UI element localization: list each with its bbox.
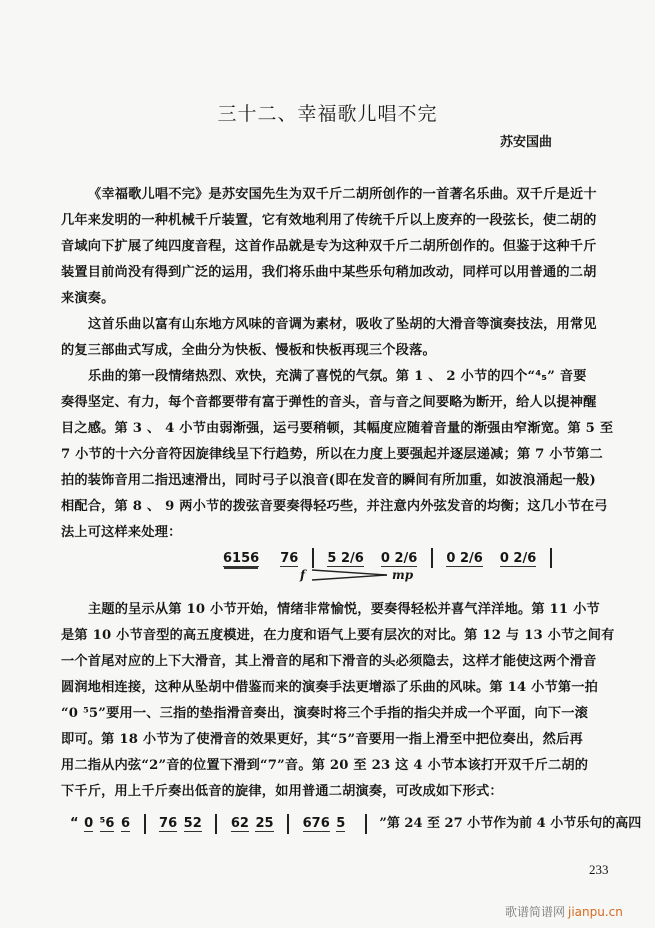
- text-line: 《幸福歌儿唱不完》是苏安国先生为双千斤二胡所创作的一首著名乐曲。双千斤是近十: [88, 187, 597, 202]
- text-line: 相配合，第 8 、 9 两小节的拨弦音要奏得轻巧些，并注意内外弦发音的均衡；这几小节在弓: [61, 499, 608, 514]
- score-note: 0 2/6: [446, 550, 483, 566]
- text-line: 装置目前尚没有得到广泛的运用，我们将乐曲中某些乐句稍加改动，同样可以用普通的二胡: [61, 265, 597, 280]
- composer-credit: 苏安国曲: [500, 135, 553, 150]
- watermark-site: 歌谱简谱网: [505, 905, 566, 919]
- text-line: 这首乐曲以富有山东地方风味的音调为素材，吸收了坠胡的大滑音等演奏技法，用常见: [88, 317, 597, 332]
- text-line: 是第 10 小节音型的高五度模进，在力度和语气上要有层次的对比。第 12 与 13 小节之间有: [61, 628, 615, 643]
- text-line: 几年来发明的一种机械千斤装置，它有效地利用了传统千斤以上废弃的一段弦长，使二胡的: [61, 213, 597, 228]
- watermark-url: jianpu.cn: [568, 905, 623, 919]
- text-line: 下千斤，用上千斤奏出低音的旋律，如用普通二胡演奏，可改成如下形式：: [61, 784, 503, 799]
- text-line: 奏得坚定、有力，每个音都要带有富于弹性的音头，音与音之间要略为断开，给人以提神醒: [61, 395, 597, 410]
- dynamic-mezzo-piano: mp: [392, 568, 414, 582]
- text-line: 一个首尾对应的上下大滑音，其上滑音的尾和下滑音的头必须隐去，这样才能使这两个滑音: [61, 654, 597, 669]
- page-title: 三十二、幸福歌儿唱不完: [217, 103, 438, 125]
- barline: [312, 548, 314, 568]
- text-line: 目之感。第 3 、 4 小节由弱渐强，运弓要稍顿，其幅度应随着音量的渐强由窄渐宽。第 5 至: [61, 421, 614, 436]
- barline: [550, 548, 552, 568]
- page-number: 233: [589, 862, 609, 877]
- text-line: 来演奏。: [61, 291, 115, 306]
- score-note: 5 2/6: [327, 550, 364, 566]
- score-note: ⁵6: [99, 816, 115, 831]
- dynamic-forte: f: [300, 568, 306, 582]
- score-note: 5: [336, 816, 346, 831]
- quote-open: “: [70, 816, 79, 831]
- score-note: 62: [230, 816, 249, 831]
- barline: [287, 814, 289, 834]
- score-note: 0 2/6: [380, 550, 418, 566]
- text-line: 的复三部曲式写成，全曲分为快板、慢板和快板再现三个段落。: [61, 343, 436, 358]
- barline: [365, 814, 367, 834]
- text-line: 主题的呈示从第 10 小节开始，情绪非常愉悦，要奏得轻松并喜气洋洋地。第 11 小节: [88, 602, 600, 617]
- barline: [144, 814, 146, 834]
- text-line: [88, 368, 587, 386]
- score-example-1: [222, 548, 560, 568]
- text-line: 法上可这样来处理：: [61, 525, 182, 540]
- text-segment: ”第 24 至 27 小节作为前 4 小节乐句的高四: [379, 816, 642, 831]
- score-note: 676: [302, 816, 330, 831]
- score-note: 0 2/6: [499, 550, 537, 566]
- text-line: 音域向下扩展了纯四度音程，这首作品就是专为这种双千斤二胡所创作的。但鉴于这种千斤: [61, 239, 597, 254]
- score-note: 52: [183, 816, 202, 831]
- barline: [431, 548, 433, 568]
- text-line: 即可。第 18 小节为了使滑音的效果更好，其“5”音要用一指上滑至中把位奏出，然后再: [61, 732, 583, 747]
- score-note: 76: [280, 550, 299, 566]
- barline: [215, 814, 217, 834]
- watermark: [505, 903, 623, 920]
- text-line: 7 小节的十六分音符因旋律线呈下行趋势，所以在力度上要强起并逐层递减；第 7 小节第二: [61, 447, 603, 462]
- score-note: 25: [255, 816, 274, 831]
- score-note: 6: [120, 816, 130, 831]
- text-line: 拍的装饰音用二指迅速滑出，同时弓子以浪音(即在发音的瞬间有所加重，如波浪涌起一般): [61, 473, 596, 488]
- score-example-2: [70, 812, 641, 834]
- score-note: 0: [84, 816, 94, 831]
- inline-notation: ⁴₅: [535, 369, 548, 384]
- decrescendo-hairpin: [312, 569, 392, 581]
- text-segment: ” 音要: [547, 369, 587, 384]
- text-line: 圆润地相连接，这种从坠胡中借鉴而来的演奏手法更增添了乐曲的风味。第 14 小节第一拍: [61, 680, 599, 695]
- text-line: 用二指从内弦“2”音的位置下滑到“7”音。第 20 至 23 这 4 小节本该打开双千斤二胡的: [61, 758, 589, 773]
- text-segment: 乐曲的第一段情绪热烈、欢快，充满了喜悦的气氛。第 1 、 2 小节的四个“: [88, 369, 536, 384]
- text-line: “0 ⁵5”要用一、三指的垫指滑音奏出，演奏时将三个手指的指尖并成一个平面，向下一滚: [61, 706, 589, 721]
- score-note: 6156: [223, 550, 260, 566]
- score-note: 76: [159, 816, 178, 831]
